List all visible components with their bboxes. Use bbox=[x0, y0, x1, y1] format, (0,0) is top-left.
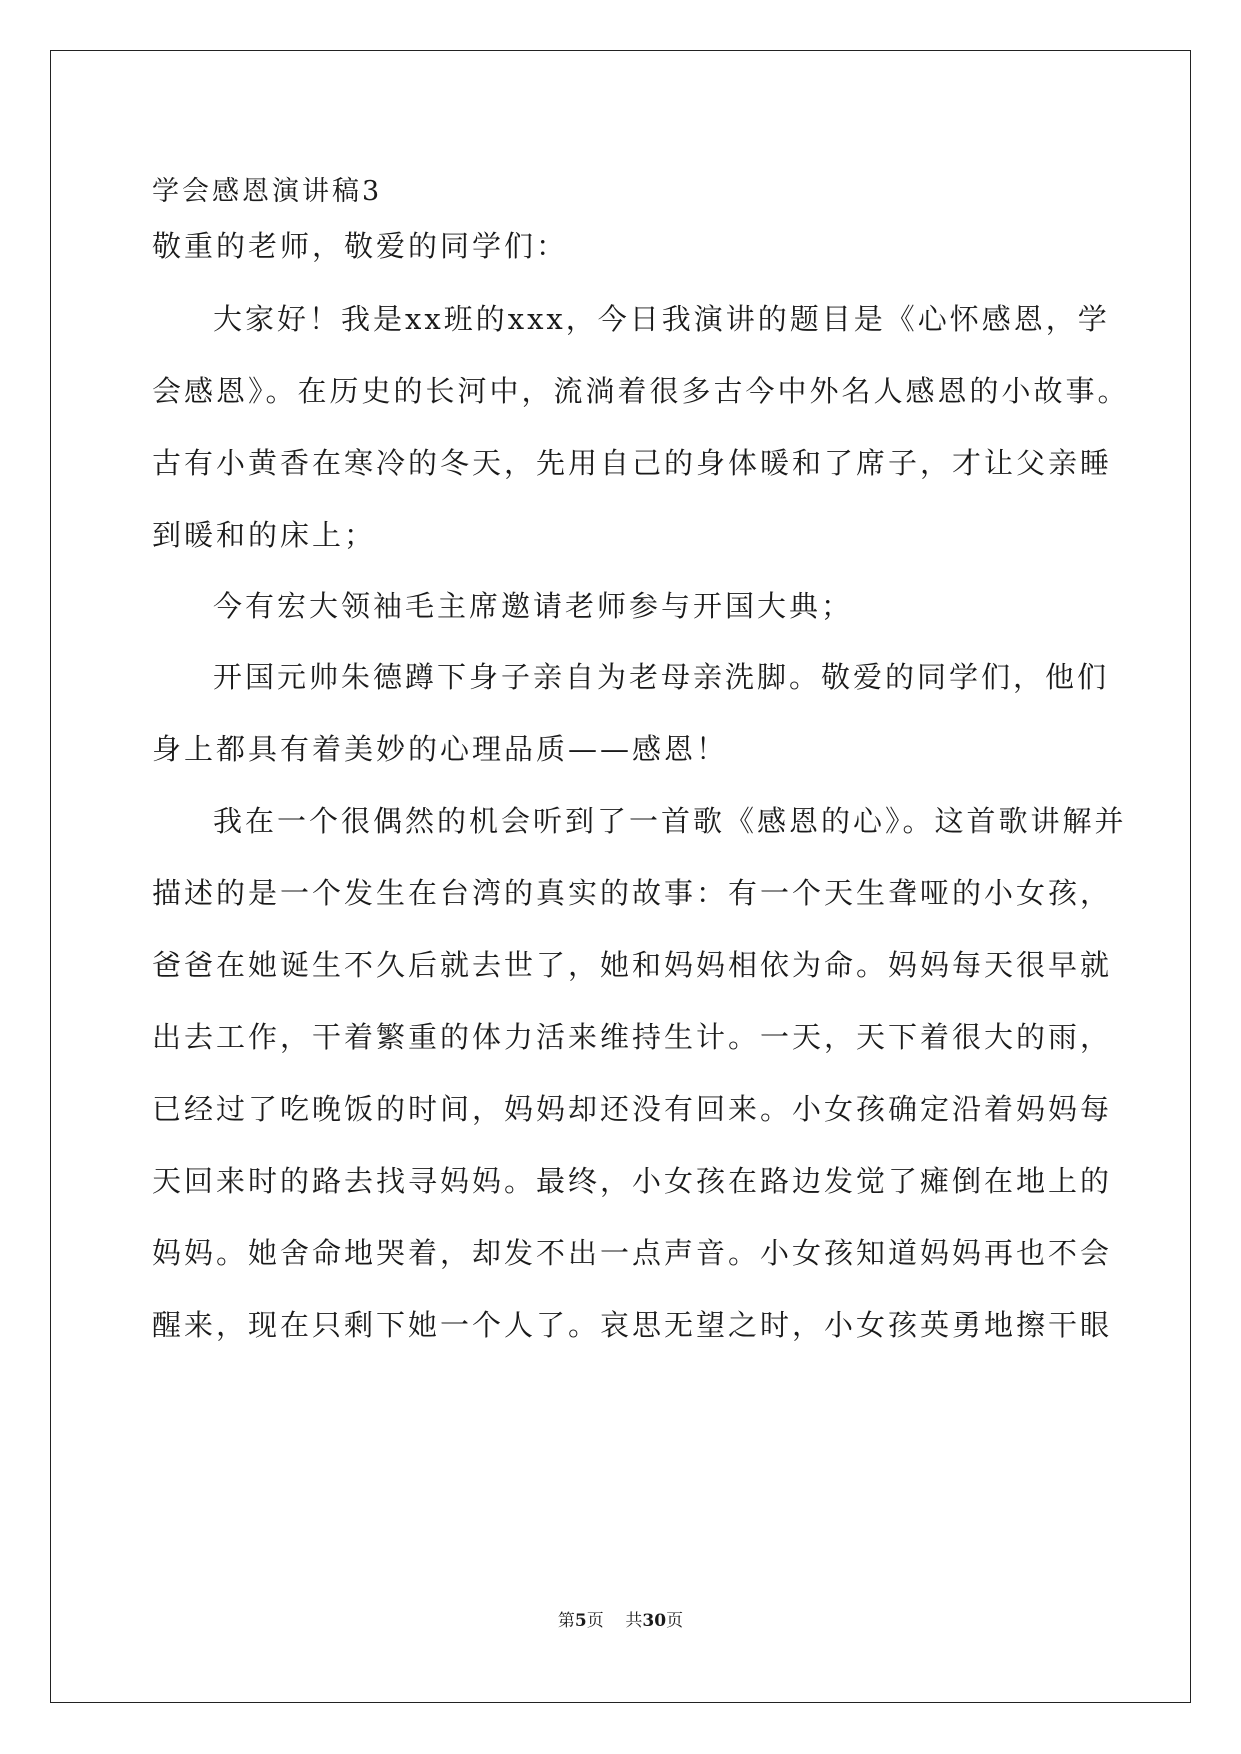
page-suffix: 页 bbox=[586, 1611, 604, 1631]
total-pages: 30 bbox=[642, 1611, 667, 1631]
body-line: 出去工作，干着繁重的体力活来维持生计。一天，天下着很大的雨， bbox=[152, 1020, 1113, 1054]
body-line: 身上都具有着美妙的心理品质——感恩！ bbox=[152, 732, 729, 766]
body-line: 古有小黄香在寒冷的冬天，先用自己的身体暖和了席子，才让父亲睡 bbox=[152, 446, 1113, 480]
page-footer bbox=[0, 1606, 1241, 1631]
salutation: 敬重的老师，敬爱的同学们： bbox=[152, 229, 569, 263]
total-suffix: 页 bbox=[666, 1611, 684, 1631]
page-number: 5 bbox=[574, 1611, 587, 1631]
body-line: 会感恩》。在历史的长河中，流淌着很多古今中外名人感恩的小故事。 bbox=[152, 374, 1130, 408]
page-prefix: 第 bbox=[557, 1611, 575, 1631]
body-line: 爸爸在她诞生不久后就去世了，她和妈妈相依为命。妈妈每天很早就 bbox=[152, 948, 1113, 982]
total-prefix: 共 bbox=[625, 1611, 643, 1631]
body-line: 我在一个很偶然的机会听到了一首歌《感恩的心》。这首歌讲解并 bbox=[213, 804, 1127, 838]
body-line: 今有宏大领袖毛主席邀请老师参与开国大典； bbox=[213, 589, 854, 623]
body-line: 已经过了吃晚饭的时间，妈妈却还没有回来。小女孩确定沿着妈妈每 bbox=[152, 1092, 1113, 1126]
body-line: 天回来时的路去找寻妈妈。最终，小女孩在路边发觉了瘫倒在地上的 bbox=[152, 1164, 1113, 1198]
body-line: 到暖和的床上； bbox=[152, 518, 377, 552]
body-line: 开国元帅朱德蹲下身子亲自为老母亲洗脚。敬爱的同学们，他们 bbox=[213, 660, 1110, 694]
body-line: 醒来，现在只剩下她一个人了。哀思无望之时，小女孩英勇地擦干眼 bbox=[152, 1308, 1113, 1342]
body-line: 妈妈。她舍命地哭着，却发不出一点声音。小女孩知道妈妈再也不会 bbox=[152, 1236, 1113, 1270]
document-title: 学会感恩演讲稿3 bbox=[152, 176, 383, 207]
body-line: 描述的是一个发生在台湾的真实的故事：有一个天生聋哑的小女孩， bbox=[152, 876, 1113, 910]
body-line: 大家好！我是xx班的xxx，今日我演讲的题目是《心怀感恩，学 bbox=[213, 302, 1110, 336]
